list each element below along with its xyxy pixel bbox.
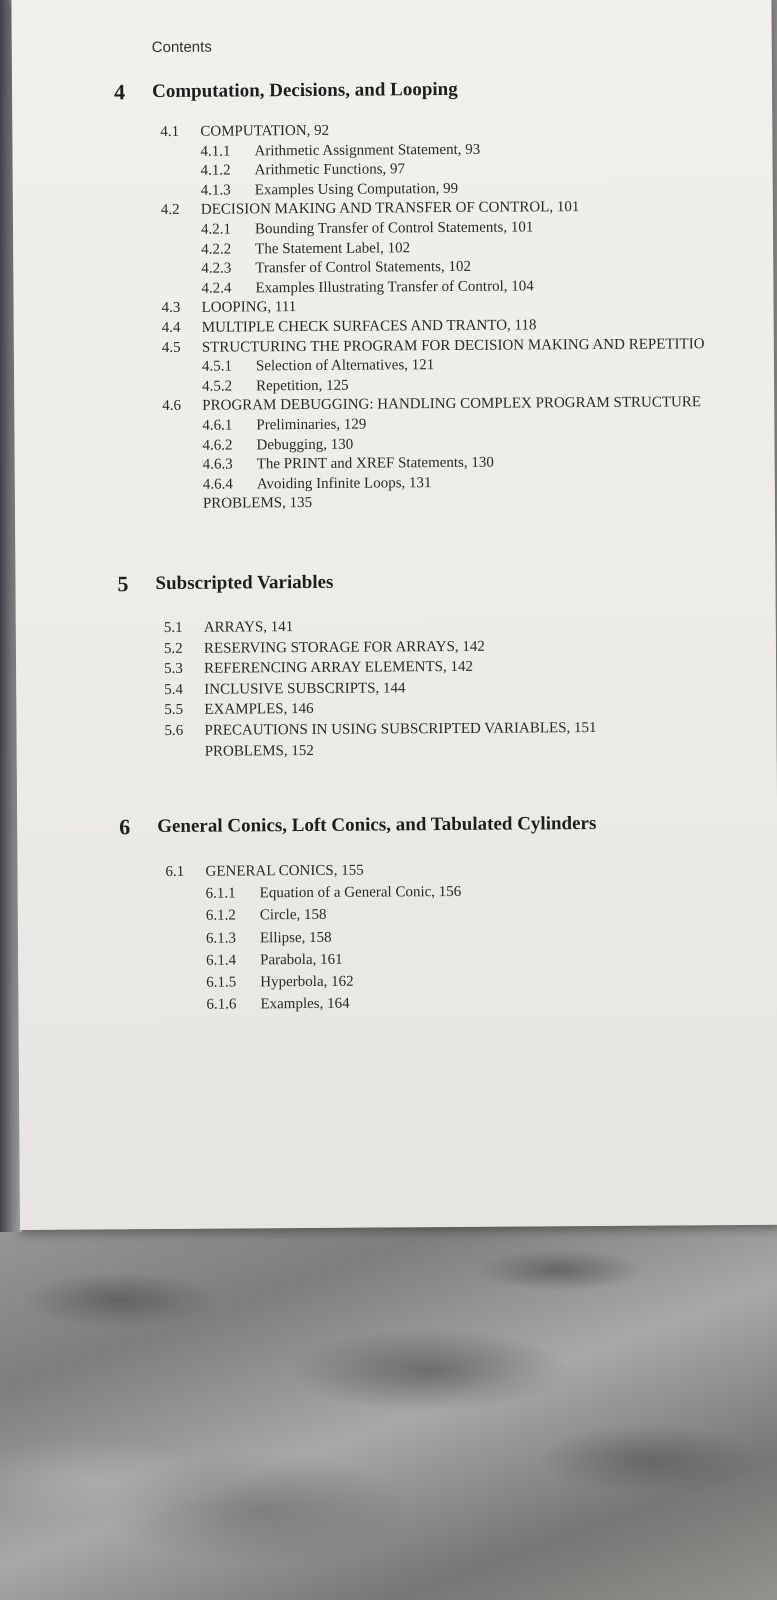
- toc-section-entry: [164, 719, 596, 740]
- section-number: 4.1.1: [200, 143, 231, 160]
- section-number: 4.4: [161, 319, 181, 336]
- section-title: Hyperbola, 162: [260, 973, 354, 991]
- section-number: 4.5: [161, 339, 181, 356]
- section-title: Arithmetic Assignment Statement, 93: [254, 141, 481, 159]
- section-title: RESERVING STORAGE FOR ARRAYS, 142: [203, 638, 485, 657]
- section-number: 4.6: [162, 398, 182, 415]
- toc-section-entry: [164, 618, 294, 637]
- section-title: PROBLEMS, 152: [204, 742, 314, 760]
- section-title: Avoiding Infinite Loops, 131: [256, 474, 432, 493]
- book-page: [11, 0, 777, 1230]
- section-title: Examples, 164: [260, 995, 350, 1013]
- section-title: The Statement Label, 102: [255, 239, 411, 257]
- section-number: 5.2: [163, 640, 183, 657]
- section-number: 4.2.4: [201, 280, 232, 297]
- section-title: REFERENCING ARRAY ELEMENTS, 142: [204, 659, 474, 677]
- section-number: 5.6: [164, 722, 184, 739]
- section-number: 4.1.2: [200, 162, 231, 179]
- section-number: 4.6.1: [202, 417, 233, 434]
- section-title: STRUCTURING THE PROGRAM FOR DECISION MAKING AND REPETITIO: [201, 335, 705, 356]
- toc-subsection-entry: [201, 277, 533, 297]
- section-number: 6.1.5: [206, 974, 237, 991]
- toc-subsection-entry: [202, 416, 366, 435]
- toc-subsection-entry: [206, 951, 343, 970]
- section-title: The PRINT and XREF Statements, 130: [256, 454, 494, 473]
- section-number: 4.1: [160, 123, 180, 140]
- section-number: 5.4: [164, 681, 184, 698]
- section-title: Arithmetic Functions, 97: [254, 161, 406, 179]
- toc-subsection-entry: [203, 474, 432, 494]
- toc-subsection-entry: [206, 928, 332, 947]
- section-number: 4.1.3: [200, 182, 231, 199]
- toc-subsection-entry: [202, 356, 434, 376]
- toc-subsection-entry: [200, 140, 480, 160]
- toc-section-entry: [163, 494, 312, 513]
- section-title: ARRAYS, 141: [203, 619, 294, 636]
- section-number: 6.1: [165, 863, 185, 880]
- section-number: 4.2.2: [201, 241, 232, 258]
- section-title: COMPUTATION, 92: [200, 122, 330, 140]
- toc-section-entry: [164, 700, 313, 719]
- section-number: 6.1.3: [205, 930, 237, 947]
- section-number: 4.2.3: [201, 260, 232, 277]
- section-number: 4.6.4: [202, 476, 233, 493]
- section-number: 6.1.6: [206, 996, 237, 1013]
- toc-section-entry: [164, 637, 485, 657]
- section-title: Debugging, 130: [256, 436, 354, 453]
- toc-section-entry: [162, 335, 705, 357]
- toc-subsection-entry: [206, 995, 349, 1014]
- section-title: Repetition, 125: [256, 377, 349, 395]
- section-number: 4.5.1: [201, 358, 233, 375]
- toc-subsection-entry: [202, 376, 349, 395]
- section-title: Ellipse, 158: [259, 929, 332, 946]
- marble-surface: [0, 1180, 777, 1600]
- toc-subsection-entry: [201, 180, 458, 200]
- section-title: DECISION MAKING AND TRANSFER OF CONTROL, 101: [200, 199, 580, 219]
- toc-section-entry: [165, 742, 314, 761]
- toc-section-entry: [162, 394, 701, 416]
- chapter-title: General Conics, Loft Conics, and Tabulated Cylinders: [157, 812, 597, 838]
- section-number: 4.2: [160, 202, 180, 219]
- chapter-title: Subscripted Variables: [155, 571, 334, 595]
- section-title: Selection of Alternatives, 121: [255, 357, 435, 375]
- section-title: GENERAL CONICS, 155: [205, 862, 364, 880]
- toc-section-entry: [162, 298, 297, 317]
- section-title: Equation of a General Conic, 156: [259, 884, 462, 902]
- section-title: EXAMPLES, 146: [204, 701, 314, 719]
- section-title: PROGRAM DEBUGGING: HANDLING COMPLEX PROGRAM STRUCTURE: [202, 394, 702, 415]
- section-number: 6.1.1: [205, 885, 236, 902]
- section-title: PROBLEMS, 135: [202, 495, 313, 513]
- toc-section-entry: [160, 122, 329, 141]
- chapter-number: 5: [117, 571, 129, 597]
- section-number: 5.5: [164, 702, 184, 719]
- toc-subsection-entry: [201, 239, 410, 258]
- toc-subsection-entry: [201, 160, 406, 179]
- section-title: Bounding Transfer of Control Statements, 101: [254, 219, 534, 238]
- toc-subsection-entry: [202, 435, 353, 454]
- toc-section-entry: [164, 658, 473, 678]
- toc-section-entry: [161, 198, 580, 219]
- toc-subsection-entry: [201, 218, 533, 238]
- section-title: INCLUSIVE SUBSCRIPTS, 144: [204, 680, 406, 698]
- running-header: Contents: [151, 38, 212, 57]
- section-title: Examples Illustrating Transfer of Control, 104: [255, 278, 534, 297]
- toc-subsection-entry: [206, 973, 353, 992]
- section-title: Preliminaries, 129: [256, 416, 367, 434]
- section-title: LOOPING, 111: [201, 299, 297, 317]
- toc-subsection-entry: [203, 454, 494, 474]
- section-number: 4.2.1: [200, 221, 232, 238]
- section-number: 5.1: [163, 619, 183, 636]
- section-number: 4.6.3: [202, 456, 233, 473]
- section-title: MULTIPLE CHECK SURFACES AND TRANTO, 118: [201, 317, 537, 336]
- toc-subsection-entry: [206, 883, 462, 903]
- section-number: 6.1.4: [206, 952, 237, 969]
- chapter-title: Computation, Decisions, and Looping: [151, 78, 458, 103]
- section-title: Circle, 158: [259, 907, 327, 924]
- section-number: 6.1.2: [205, 907, 236, 925]
- chapter-number: 6: [119, 814, 131, 840]
- section-number: 4.5.2: [202, 378, 233, 395]
- section-number: 5.3: [164, 661, 183, 678]
- section-title: Parabola, 161: [260, 951, 343, 969]
- toc-section-entry: [162, 316, 537, 337]
- section-number: 4.3: [161, 300, 181, 317]
- section-title: Transfer of Control Statements, 102: [255, 259, 472, 277]
- toc-subsection-entry: [206, 906, 327, 925]
- toc-section-entry: [165, 862, 363, 881]
- section-title: Examples Using Computation, 99: [254, 180, 459, 199]
- chapter-number: 4: [113, 79, 126, 105]
- section-title: PRECAUTIONS IN USING SUBSCRIPTED VARIABLES, 151: [204, 719, 597, 739]
- toc-subsection-entry: [201, 258, 471, 278]
- section-number: 4.6.2: [202, 437, 233, 454]
- toc-section-entry: [164, 679, 405, 699]
